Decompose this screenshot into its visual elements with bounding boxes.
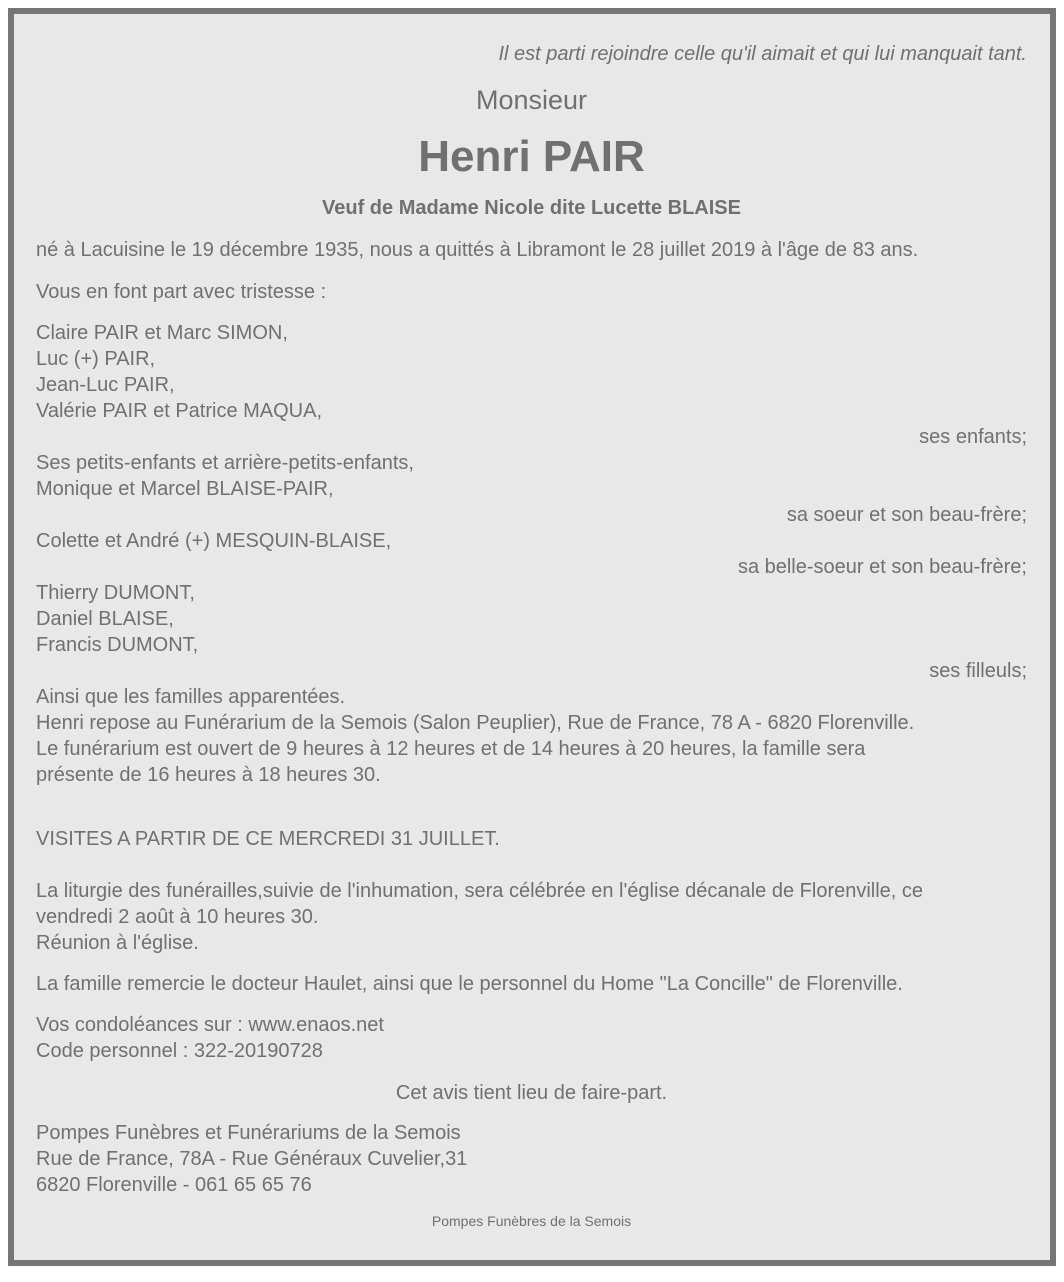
funeral-home-block (36, 1120, 1027, 1198)
liturgy-line-1: La liturgie des funérailles,suivie de l'inhumation, sera célébrée en l'église décanale de Florenville, ce (36, 880, 924, 902)
birth-death-line: né à Lacuisine le 19 décembre 1935, nous a quittés à Libramont le 28 juillet 2019 à l'âge de 83 ans. (36, 239, 919, 261)
family-list (36, 320, 1027, 788)
meeting-line: Réunion à l'église. (36, 932, 199, 954)
thanks-line: La famille remercie le docteur Haulet, ainsi que le personnel du Home "La Concille" de Florenville. (36, 973, 903, 995)
hours-line-1: Le funérarium est ouvert de 9 heures à 12 heures et de 14 heures à 20 heures, la famille sera (36, 738, 866, 760)
condolences-block (36, 1012, 1027, 1064)
funeral-home-address: Rue de France, 78A - Rue Généraux Cuvelier,31 (36, 1148, 468, 1170)
godchild-2: Daniel BLAISE, (36, 608, 174, 630)
child-1: Claire PAIR et Marc SIMON, (36, 322, 288, 344)
obituary-card (8, 8, 1056, 1266)
godchildren-role: ses filleuls; (929, 660, 1027, 682)
godchild-3: Francis DUMONT, (36, 634, 199, 656)
child-3: Jean-Luc PAIR, (36, 374, 175, 396)
notice-line: Cet avis tient lieu de faire-part. (395, 1082, 668, 1104)
footer-signature: Pompes Funèbres de la Semois (431, 1213, 632, 1229)
funeral-home-city-phone: 6820 Florenville - 061 65 65 76 (36, 1174, 312, 1196)
obituary-content (36, 14, 1027, 1260)
godchild-1: Thierry DUMONT, (36, 582, 195, 604)
salutation: Monsieur (475, 85, 588, 115)
liturgy-line-2: vendredi 2 août à 10 heures 30. (36, 906, 319, 928)
sister-in-law-line: Colette et André (+) MESQUIN-BLAISE, (36, 530, 392, 552)
related-families: Ainsi que les familles apparentées. (36, 686, 346, 708)
sister-line: Monique et Marcel BLAISE-PAIR, (36, 478, 334, 500)
deceased-name: Henri PAIR (418, 132, 645, 181)
hours-line-2: présente de 16 heures à 18 heures 30. (36, 764, 381, 786)
epigraph: Il est parti rejoindre celle qu'il aimait et qui lui manquait tant. (498, 43, 1027, 65)
widower-line: Veuf de Madame Nicole dite Lucette BLAISE (322, 197, 741, 219)
liturgy-block (36, 878, 1027, 956)
personal-code: Code personnel : 322-20190728 (36, 1040, 323, 1062)
child-4: Valérie PAIR et Patrice MAQUA, (36, 400, 323, 422)
repose-line: Henri repose au Funérarium de la Semois (Salon Peuplier), Rue de France, 78 A - 6820 Florenville. (36, 712, 915, 734)
intro-line: Vous en font part avec tristesse : (36, 281, 327, 303)
grandchildren-line: Ses petits-enfants et arrière-petits-enfants, (36, 452, 414, 474)
visits-line: VISITES A PARTIR DE CE MERCREDI 31 JUILLET. (36, 828, 500, 850)
child-2: Luc (+) PAIR, (36, 348, 156, 370)
sister-role: sa soeur et son beau-frère; (786, 504, 1027, 526)
condolences-line: Vos condoléances sur : www.enaos.net (36, 1014, 384, 1036)
children-role: ses enfants; (919, 426, 1027, 448)
sister-in-law-role: sa belle-soeur et son beau-frère; (737, 556, 1027, 578)
funeral-home-name: Pompes Funèbres et Funérariums de la Semois (36, 1122, 461, 1144)
